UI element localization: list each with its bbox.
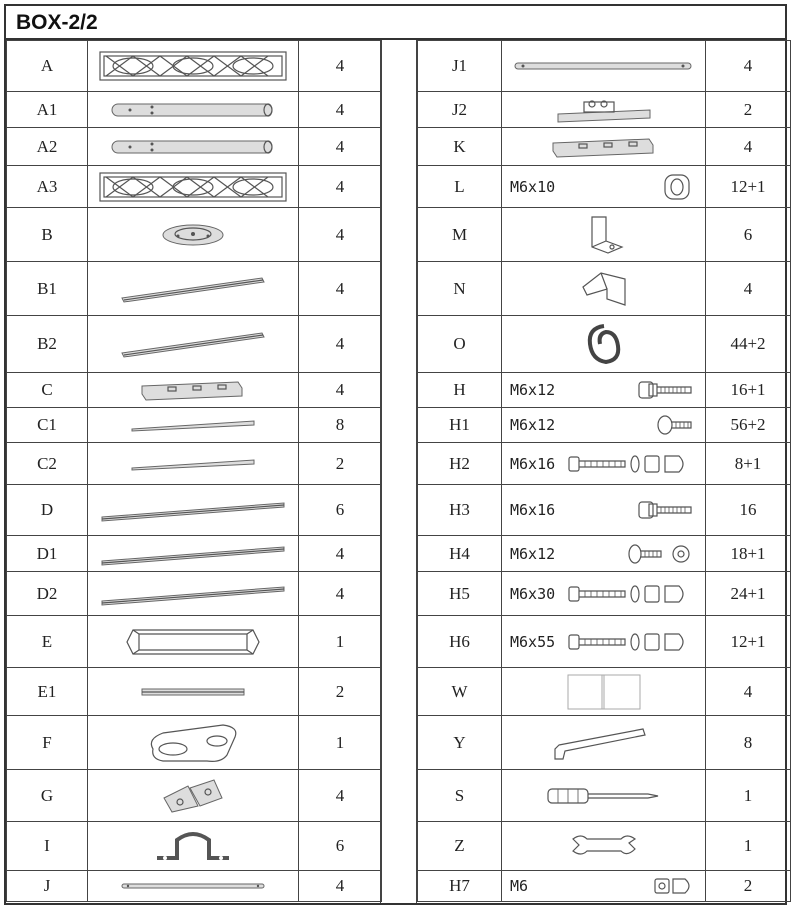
- part-row: [418, 373, 791, 408]
- part-row: [7, 616, 382, 668]
- part-row: [7, 572, 382, 616]
- part-label: B2: [7, 316, 88, 373]
- bolt-icon: [635, 498, 695, 522]
- part-image-cell: [88, 668, 299, 716]
- part-quantity: 12+1: [706, 166, 791, 208]
- part-row: [7, 166, 382, 208]
- part-image-cell: [502, 128, 706, 166]
- part-row: [418, 443, 791, 485]
- strip-icon: [128, 456, 258, 472]
- part-label: L: [418, 166, 502, 208]
- part-quantity: 8: [706, 716, 791, 770]
- channel-bracket-icon: [549, 135, 659, 159]
- part-label: D: [7, 485, 88, 536]
- part-label: B: [7, 208, 88, 262]
- part-image-cell: [502, 166, 706, 208]
- part-quantity: 4: [706, 668, 791, 716]
- part-label: O: [418, 316, 502, 373]
- hinge-bracket-icon: [554, 96, 654, 124]
- part-image-cell: [88, 128, 299, 166]
- part-quantity: 2: [299, 443, 382, 485]
- bolt-icon: [635, 378, 695, 402]
- part-label: S: [418, 770, 502, 822]
- part-label: C: [7, 373, 88, 408]
- part-image-cell: [502, 443, 706, 485]
- part-label: H3: [418, 485, 502, 536]
- part-row: [418, 822, 791, 871]
- part-image-cell: [88, 443, 299, 485]
- part-label: H2: [418, 443, 502, 485]
- part-image-cell: [88, 485, 299, 536]
- part-row: [7, 262, 382, 316]
- frame-panel-icon: [98, 48, 288, 84]
- part-label: B1: [7, 262, 88, 316]
- part-quantity: 16: [706, 485, 791, 536]
- part-label: J1: [418, 41, 502, 92]
- part-quantity: 1: [706, 822, 791, 871]
- spacer-icon: [659, 171, 695, 203]
- part-image-cell: [502, 770, 706, 822]
- part-quantity: 1: [299, 616, 382, 668]
- part-spec: M6x55: [510, 632, 556, 651]
- part-row: [418, 485, 791, 536]
- tube-icon: [108, 137, 278, 157]
- part-row: [418, 536, 791, 572]
- part-row: [7, 443, 382, 485]
- part-label: M: [418, 208, 502, 262]
- part-row: [7, 128, 382, 166]
- part-row: [418, 408, 791, 443]
- part-image-cell: [502, 536, 706, 572]
- parts-table-left: [6, 40, 382, 902]
- part-label: D2: [7, 572, 88, 616]
- part-label: H1: [418, 408, 502, 443]
- part-quantity: 4: [706, 128, 791, 166]
- part-label: W: [418, 668, 502, 716]
- part-row: [7, 822, 382, 871]
- part-image-cell: [502, 373, 706, 408]
- part-quantity: 4: [299, 373, 382, 408]
- part-image-cell: [502, 716, 706, 770]
- part-label: H6: [418, 616, 502, 668]
- screw-washer-icon: [625, 542, 695, 566]
- part-label: H5: [418, 572, 502, 616]
- part-quantity: 4: [299, 208, 382, 262]
- part-label: Z: [418, 822, 502, 871]
- parts-table-right: [417, 40, 791, 902]
- bolt-set-icon: [565, 582, 695, 606]
- part-quantity: 2: [706, 92, 791, 128]
- part-image-cell: [88, 716, 299, 770]
- part-image-cell: [88, 262, 299, 316]
- part-row: [418, 316, 791, 373]
- box-title: BOX-2/2: [6, 6, 785, 40]
- part-image-cell: [502, 572, 706, 616]
- long-rail-icon: [98, 541, 288, 567]
- glove-sheet-icon: [564, 671, 644, 713]
- part-quantity: 6: [299, 822, 382, 871]
- part-image-cell: [502, 41, 706, 92]
- part-label: E1: [7, 668, 88, 716]
- part-row: [7, 716, 382, 770]
- part-quantity: 4: [706, 262, 791, 316]
- part-spec: M6x12: [510, 416, 556, 434]
- part-label: Y: [418, 716, 502, 770]
- part-quantity: 4: [706, 41, 791, 92]
- part-quantity: 4: [299, 770, 382, 822]
- part-image-cell: [502, 92, 706, 128]
- part-image-cell: [88, 572, 299, 616]
- screw-icon: [655, 414, 695, 436]
- part-quantity: 4: [299, 871, 382, 902]
- part-image-cell: [88, 316, 299, 373]
- part-label: E: [7, 616, 88, 668]
- part-row: [418, 770, 791, 822]
- part-row: [7, 408, 382, 443]
- part-row: [418, 871, 791, 902]
- part-row: [7, 871, 382, 902]
- part-quantity: 12+1: [706, 616, 791, 668]
- angle-bracket-icon: [582, 213, 626, 257]
- allen-key-icon: [549, 723, 659, 763]
- corner-plate-icon: [158, 776, 228, 816]
- part-quantity: 4: [299, 262, 382, 316]
- part-image-cell: [502, 208, 706, 262]
- part-image-cell: [88, 92, 299, 128]
- part-image-cell: [502, 262, 706, 316]
- part-row: [7, 668, 382, 716]
- part-label: A: [7, 41, 88, 92]
- part-image-cell: [88, 373, 299, 408]
- part-image-cell: [502, 616, 706, 668]
- part-image-cell: [502, 408, 706, 443]
- part-quantity: 44+2: [706, 316, 791, 373]
- part-label: F: [7, 716, 88, 770]
- part-row: [7, 373, 382, 408]
- cap-bracket-icon: [577, 269, 631, 309]
- parts-sheet: [4, 4, 787, 905]
- part-image-cell: [502, 316, 706, 373]
- part-row: [418, 128, 791, 166]
- part-row: [418, 41, 791, 92]
- part-image-cell: [88, 408, 299, 443]
- rail-icon: [118, 274, 268, 304]
- part-image-cell: [502, 485, 706, 536]
- bolt-set-icon: [565, 630, 695, 654]
- part-row: [418, 668, 791, 716]
- part-quantity: 1: [299, 716, 382, 770]
- part-image-cell: [502, 668, 706, 716]
- bolt-set-icon: [565, 452, 695, 476]
- wrench-icon: [569, 831, 639, 861]
- part-quantity: 4: [299, 41, 382, 92]
- part-label: H7: [418, 871, 502, 902]
- part-quantity: 18+1: [706, 536, 791, 572]
- part-label: C1: [7, 408, 88, 443]
- part-label: J: [7, 871, 88, 902]
- part-quantity: 8+1: [706, 443, 791, 485]
- part-label: N: [418, 262, 502, 316]
- omega-clip-icon: [153, 826, 233, 866]
- part-image-cell: [502, 822, 706, 871]
- part-quantity: 4: [299, 166, 382, 208]
- part-row: [7, 770, 382, 822]
- part-quantity: 6: [706, 208, 791, 262]
- column-gap: [380, 40, 417, 903]
- part-label: I: [7, 822, 88, 871]
- part-row: [7, 208, 382, 262]
- part-quantity: 2: [299, 668, 382, 716]
- bar-icon: [138, 684, 248, 700]
- part-row: [7, 485, 382, 536]
- part-label: H4: [418, 536, 502, 572]
- long-rail-icon: [98, 497, 288, 523]
- part-row: [7, 41, 382, 92]
- part-quantity: 4: [299, 92, 382, 128]
- part-label: G: [7, 770, 88, 822]
- part-image-cell: [88, 41, 299, 92]
- part-label: H: [418, 373, 502, 408]
- part-row: [418, 92, 791, 128]
- part-label: C2: [7, 443, 88, 485]
- frame-panel-icon: [98, 169, 288, 205]
- part-label: D1: [7, 536, 88, 572]
- rail-icon: [118, 329, 268, 359]
- part-image-cell: [88, 166, 299, 208]
- part-row: [418, 572, 791, 616]
- part-row: [418, 166, 791, 208]
- part-row: [418, 616, 791, 668]
- part-image-cell: [88, 822, 299, 871]
- part-quantity: 6: [299, 485, 382, 536]
- part-row: [418, 716, 791, 770]
- part-quantity: 1: [706, 770, 791, 822]
- part-spec: M6x30: [510, 584, 556, 603]
- part-quantity: 4: [299, 128, 382, 166]
- part-label: A3: [7, 166, 88, 208]
- rod-icon: [511, 59, 696, 73]
- part-quantity: 4: [299, 572, 382, 616]
- part-image-cell: [88, 871, 299, 902]
- part-spec: M6x12: [510, 544, 556, 563]
- nut-set-icon: [651, 874, 695, 898]
- part-row: [7, 316, 382, 373]
- thin-rod-icon: [118, 880, 268, 892]
- channel-bracket-icon: [138, 378, 248, 402]
- part-quantity: 4: [299, 536, 382, 572]
- part-row: [418, 208, 791, 262]
- tray-icon: [123, 620, 263, 664]
- part-quantity: 16+1: [706, 373, 791, 408]
- part-row: [7, 536, 382, 572]
- tube-icon: [108, 100, 278, 120]
- part-label: A2: [7, 128, 88, 166]
- part-spec: M6x10: [510, 177, 556, 196]
- part-spec: M6x16: [510, 454, 556, 473]
- part-spec: M6: [510, 877, 529, 895]
- part-label: J2: [418, 92, 502, 128]
- part-image-cell: [88, 616, 299, 668]
- part-quantity: 2: [706, 871, 791, 902]
- part-image-cell: [88, 536, 299, 572]
- part-quantity: 8: [299, 408, 382, 443]
- part-row: [418, 262, 791, 316]
- part-image-cell: [88, 208, 299, 262]
- part-row: [7, 92, 382, 128]
- cover-icon: [143, 719, 243, 767]
- strip-icon: [128, 417, 258, 433]
- screwdriver-icon: [544, 784, 664, 808]
- clip-ring-icon: [584, 322, 624, 366]
- part-image-cell: [502, 871, 706, 902]
- part-quantity: 56+2: [706, 408, 791, 443]
- part-label: A1: [7, 92, 88, 128]
- part-quantity: 4: [299, 316, 382, 373]
- part-spec: M6x16: [510, 501, 556, 519]
- long-rail-icon: [98, 581, 288, 607]
- part-spec: M6x12: [510, 381, 556, 399]
- part-image-cell: [88, 770, 299, 822]
- disc-plate-icon: [158, 221, 228, 249]
- part-label: K: [418, 128, 502, 166]
- part-quantity: 24+1: [706, 572, 791, 616]
